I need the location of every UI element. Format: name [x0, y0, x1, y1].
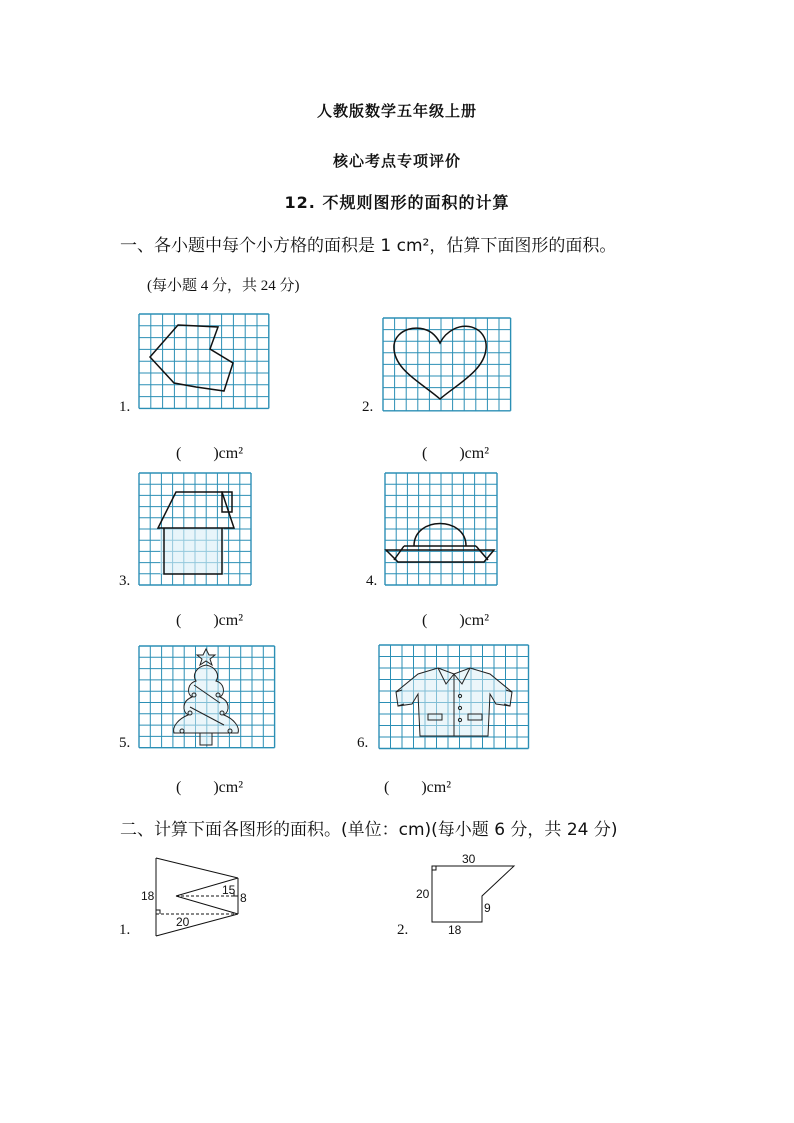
answer-blank-2[interactable] — [422, 440, 489, 463]
grid-lines — [385, 473, 497, 585]
dim-bottom: 18 — [448, 923, 462, 934]
item-number-2: 2. — [362, 399, 374, 415]
series-title: 核心考点专项评价 — [332, 152, 461, 170]
section1-heading: 一、各小题中每个小方格的面积是 1 cm²，估算下面图形的面积。 — [120, 236, 617, 256]
dim-inner: 15 — [222, 883, 236, 897]
answer-blank-5[interactable] — [176, 774, 243, 797]
item-number-5: 5. — [119, 735, 131, 751]
answer-blank-1[interactable] — [176, 440, 243, 463]
item-number-6: 6. — [357, 735, 369, 751]
dim-left: 20 — [416, 887, 430, 901]
dim-slant: 9 — [484, 901, 491, 915]
grid-figure-4 — [384, 472, 498, 586]
grid-figure-5 — [138, 645, 276, 749]
section2-heading: 二、计算下面各图形的面积。(单位：cm)(每小题 6 分，共 24 分) — [120, 820, 618, 840]
grid-figure-2 — [382, 317, 512, 413]
dim-right: 8 — [240, 891, 247, 905]
grid-figure-6 — [378, 644, 530, 750]
dim-left: 18 — [141, 889, 155, 903]
answer-blank-3[interactable] — [176, 607, 243, 630]
calc-item-number-1: 1. — [119, 922, 131, 938]
item-number-3: 3. — [119, 573, 131, 589]
christmas-tree-shape — [174, 649, 239, 745]
grid-figure-3 — [138, 472, 252, 586]
calc-item-number-2: 2. — [397, 922, 409, 938]
grid-lines — [139, 314, 269, 408]
house-shape — [158, 492, 234, 574]
answer-blank-6[interactable] — [384, 774, 451, 797]
dim-top: 30 — [462, 852, 476, 866]
answer-text-6: ( )cm² — [384, 779, 452, 796]
figure-2-2 — [410, 850, 530, 934]
item-number-4: 4. — [366, 573, 378, 589]
figure-2-1 — [134, 852, 254, 942]
answer-text-2: ( )cm² — [422, 445, 490, 462]
grid-figure-1 — [138, 313, 270, 411]
dim-bottom: 20 — [176, 915, 190, 929]
page-title: 12. 不规则图形的面积的计算 — [284, 193, 510, 212]
item-number-1: 1. — [119, 399, 131, 415]
section1-points: (每小题 4 分，共 24 分) — [147, 278, 300, 294]
answer-text-4: ( )cm² — [422, 612, 490, 629]
answer-text-1: ( )cm² — [176, 445, 244, 462]
answer-text-5: ( )cm² — [176, 779, 244, 796]
answer-blank-4[interactable] — [422, 607, 489, 630]
book-title: 人教版数学五年级上册 — [316, 102, 477, 120]
answer-text-3: ( )cm² — [176, 612, 244, 629]
